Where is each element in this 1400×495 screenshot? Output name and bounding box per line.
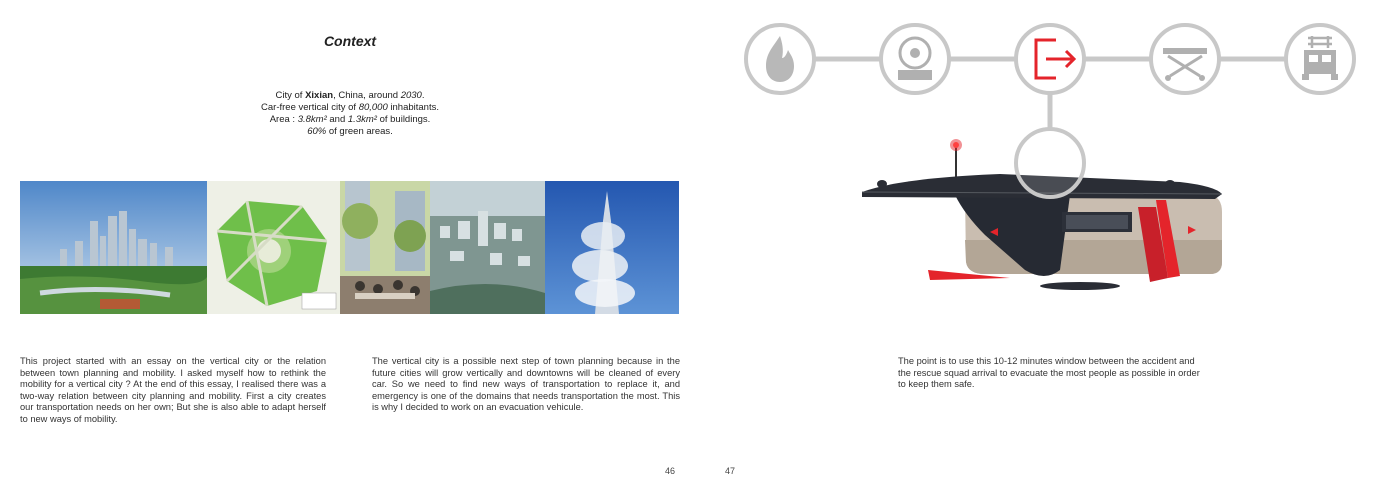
summary-text: inhabitants.: [387, 102, 439, 113]
summary-building-area: 1.3km²: [347, 114, 377, 125]
intro-paragraph: This project started with an essay on the vertical city or the relation between town planning and mobility. I asked myself how to rethink the mobility for a vertical city ? At the end of this essay, I realised there was a two-way relation between city planning and mobility. First a city creates our transportation needs on her own; But she is also able to adapt herself to new ways of mobility.: [20, 356, 326, 424]
summary-text: .: [421, 90, 425, 101]
summary-text: , China, around: [333, 90, 401, 101]
focus-circle: [1016, 129, 1084, 197]
page-number-left: 46: [665, 466, 676, 476]
summary-year: 2030: [400, 90, 422, 101]
page-number-right: 47: [725, 466, 736, 476]
summary-text: Car-free vertical city of: [261, 102, 359, 113]
evacuation-window-paragraph: The point is to use this 10-12 minutes window between the accident and the rescue squad arrival to evacuate the most people as possible in order to keep them safe.: [898, 356, 1200, 390]
summary-text: Area :: [269, 114, 298, 125]
summary-text: City of: [275, 90, 306, 101]
exit-icon: [1016, 25, 1084, 93]
alarm-bell-icon: [881, 25, 949, 93]
summary-city: Xixian: [305, 90, 334, 101]
summary-population: 80,000: [358, 102, 388, 113]
summary-area: 3.8km²: [297, 114, 327, 125]
stretcher-icon: [1151, 25, 1219, 93]
summary-text: of buildings.: [376, 114, 431, 125]
summary-text: of green areas.: [326, 126, 393, 137]
fire-truck-icon: [1286, 25, 1354, 93]
fire-icon: [746, 25, 814, 93]
page-title: Context: [323, 33, 377, 49]
summary-text: and: [326, 114, 348, 125]
summary-green-pct: 60%: [307, 126, 327, 137]
vertical-city-paragraph: The vertical city is a possible next step of town planning because in the future cities will grow vertically and downtowns will be cleaned of every car. So we need to find new ways of transportation to replace it, and emergency is one of the domains that needs transportation the most. This is why I decided to work on an evacuation vehicule.: [372, 356, 680, 413]
